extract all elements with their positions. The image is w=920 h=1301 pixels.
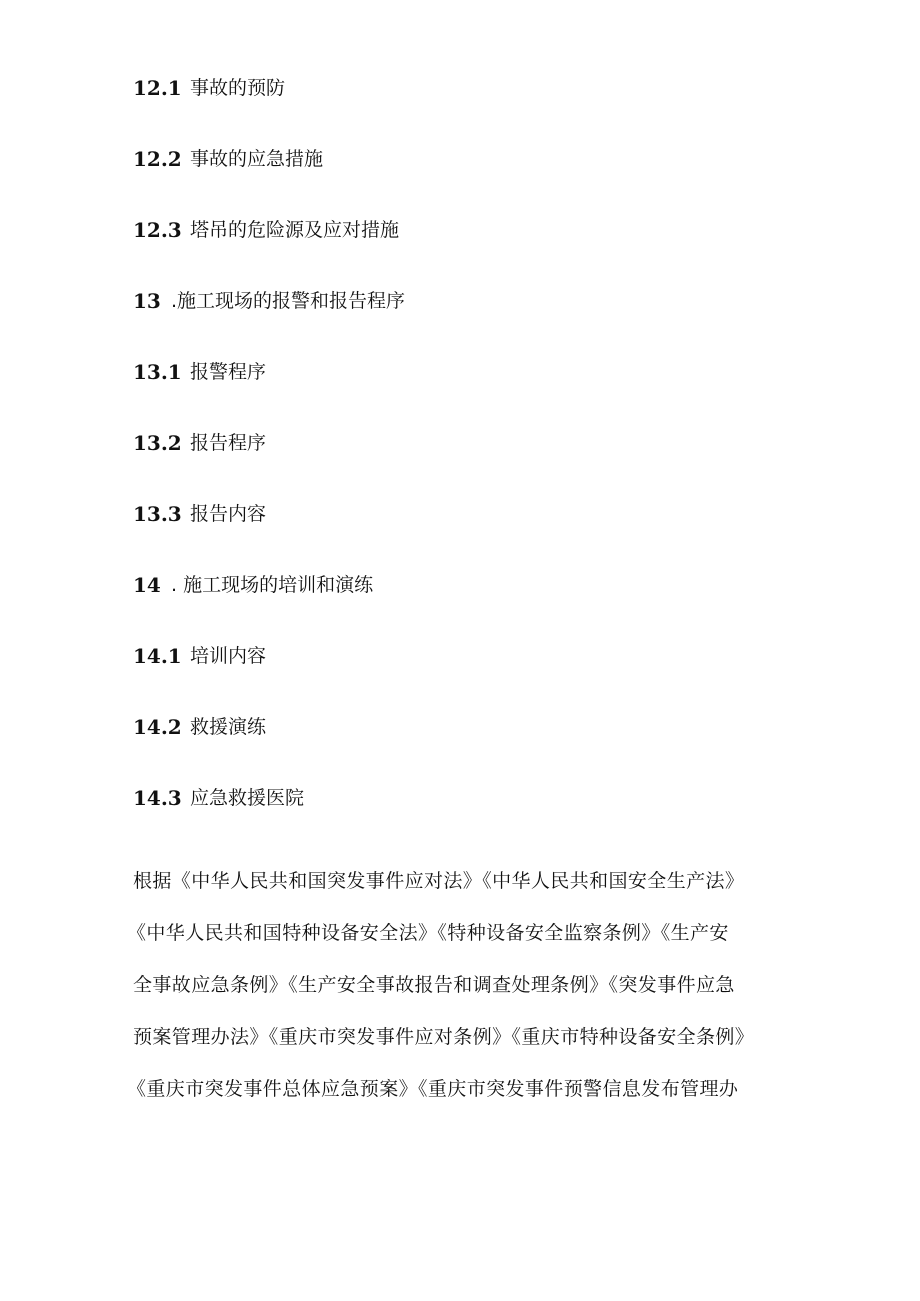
toc-title: 救援演练 [190, 716, 267, 738]
toc-entry-13-3 [133, 496, 813, 567]
toc-entry-14-3 [133, 780, 813, 851]
toc-title: 报警程序 [190, 361, 267, 383]
toc-entry-13 [133, 283, 813, 354]
toc-title: 应急救援医院 [190, 787, 305, 809]
toc-entry-14 [133, 567, 813, 638]
toc-title: 塔吊的危险源及应对措施 [190, 219, 400, 241]
toc-title: .施工现场的报警和报告程序 [171, 290, 406, 312]
toc-entry-13-2 [133, 425, 813, 496]
paragraph-line: 《中华人民共和国特种设备安全法》《特种设备安全监察条例》《生产安 [127, 922, 729, 944]
body-paragraph [127, 855, 803, 1115]
toc-number: 14.3 [133, 786, 182, 810]
toc-number: 13.3 [133, 502, 182, 526]
toc-entry-12-2 [133, 141, 813, 212]
paragraph-line: 《重庆市突发事件总体应急预案》《重庆市突发事件预警信息发布管理办 [127, 1078, 739, 1100]
toc-title: 事故的预防 [190, 77, 286, 99]
paragraph-line: 预案管理办法》《重庆市突发事件应对条例》《重庆市特种设备安全条例》 [133, 1026, 755, 1048]
toc-title: 事故的应急措施 [190, 148, 324, 170]
toc-title: . 施工现场的培训和演练 [171, 574, 374, 596]
toc-number: 14.1 [133, 644, 182, 668]
toc-number: 12.3 [133, 218, 182, 242]
toc-number: 13 [133, 289, 161, 313]
toc-number: 13.2 [133, 431, 182, 455]
toc-entry-14-2 [133, 709, 813, 780]
toc-entry-12-1 [133, 70, 813, 141]
toc-number: 12.2 [133, 147, 182, 171]
toc-entry-14-1 [133, 638, 813, 709]
toc-title: 报告程序 [190, 432, 267, 454]
table-of-contents [133, 70, 813, 851]
toc-entry-13-1 [133, 354, 813, 425]
toc-title: 报告内容 [190, 503, 267, 525]
toc-number: 14.2 [133, 715, 182, 739]
toc-title: 培训内容 [190, 645, 267, 667]
toc-number: 14 [133, 573, 161, 597]
toc-number: 13.1 [133, 360, 182, 384]
toc-number: 12.1 [133, 76, 182, 100]
toc-entry-12-3 [133, 212, 813, 283]
paragraph-line: 全事故应急条例》《生产安全事故报告和调查处理条例》《突发事件应急 [133, 974, 735, 996]
paragraph-line: 根据《中华人民共和国突发事件应对法》《中华人民共和国安全生产法》 [133, 870, 745, 892]
